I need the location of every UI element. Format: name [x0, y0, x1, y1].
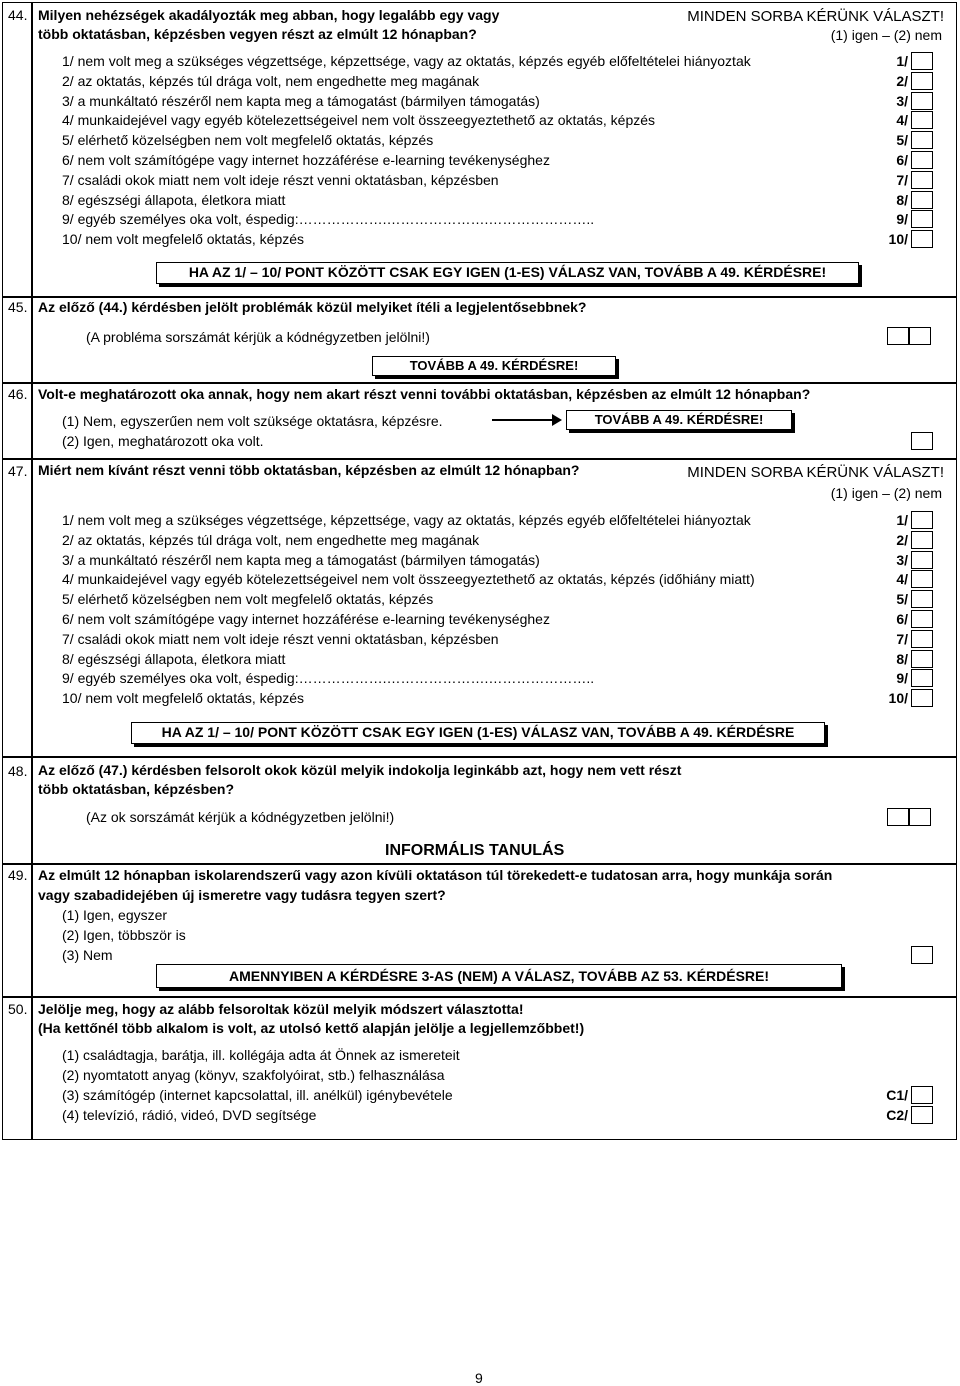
q45-number: 45. — [8, 299, 28, 315]
q50-code-box-1[interactable] — [911, 1086, 933, 1104]
q47-item-label: 7/ családi okok miatt nem volt ideje részt venni oktatásban, képzésben — [62, 630, 499, 647]
q44-item-label: 10/ nem volt megfelelő oktatás, képzés — [62, 231, 305, 248]
q47-item-answer-box[interactable] — [911, 570, 933, 588]
q44-item-answer-box[interactable] — [911, 72, 933, 90]
q47-item-code: 10/ — [888, 690, 908, 707]
q50-option-4: (4) televízió, rádió, videó, DVD segítsége — [62, 1107, 317, 1123]
q44-item-code: 8/ — [896, 191, 908, 208]
q47-item-label: 8/ egészségi állapota, életkora miatt — [62, 650, 286, 667]
q50-option-2: (2) nyomtatott anyag (könyv, szakfolyóirat, stb.) felhasználása — [62, 1067, 445, 1083]
q44-item-code: 4/ — [896, 112, 908, 129]
q47-item-code: 3/ — [896, 551, 908, 568]
q44-item-label: 3/ a munkáltató részéről nem kapta meg a támogatást (bármilyen támogatás) — [62, 92, 540, 109]
q45-title: Az előző (44.) kérdésben jelölt problémák közül melyiket ítéli a legjelentősebbnek? — [38, 299, 587, 315]
q47-item-answer-box[interactable] — [911, 610, 933, 628]
q44-item-answer-box[interactable] — [911, 151, 933, 169]
arrow-right-icon — [492, 419, 560, 421]
q47-item-answer-box[interactable] — [911, 531, 933, 549]
q50-code-box-2[interactable] — [911, 1106, 933, 1124]
q44-item-code: 10/ — [888, 231, 908, 248]
q50-code-label-2: C2/ — [886, 1107, 908, 1123]
q48-code-box-2[interactable] — [909, 808, 931, 826]
q47-item-answer-box[interactable] — [911, 590, 933, 608]
q47-item-answer-box[interactable] — [911, 551, 933, 569]
q44-title-line2: több oktatásban, képzésben vegyen részt az elmúlt 12 hónapban? — [38, 26, 477, 42]
q46-code-box[interactable] — [911, 432, 933, 450]
q47-item-code: 8/ — [896, 650, 908, 667]
q49-number: 49. — [8, 867, 28, 883]
q44-item-answer-box[interactable] — [911, 191, 933, 209]
q45-code-box-2[interactable] — [909, 327, 931, 345]
q44-item-label: 6/ nem volt számítógépe vagy internet hozzáférése e-learning tevékenységhez — [62, 152, 550, 168]
q44-item-answer-box[interactable] — [911, 230, 933, 248]
q44-item-answer-box[interactable] — [911, 92, 933, 110]
q49-option-1: (1) Igen, egyszer — [62, 907, 168, 923]
q47-item-label: 3/ a munkáltató részéről nem kapta meg a támogatást (bármilyen támogatás) — [62, 551, 540, 568]
q49-title-line1: Az elmúlt 12 hónapban iskolarendszerű vagy azon kívüli oktatáson túl törekedett-e tudatosan arra, hogy munkája során — [38, 867, 833, 883]
divider — [2, 382, 957, 384]
q44-instruction: MINDEN SORBA KÉRÜNK VÁLASZT! — [687, 8, 944, 25]
q44-title-line1: Milyen nehézségek akadályozták meg abban, hogy legalább egy vagy — [38, 7, 500, 23]
q48-note: (Az ok sorszámát kérjük a kódnégyzetben jelölni!) — [86, 809, 395, 825]
q48-title-line2: több oktatásban, képzésben? — [38, 781, 235, 797]
q48-title-line1: Az előző (47.) kérdésben felsorolt okok közül melyik indokolja leginkább azt, hogy nem vett részt — [38, 762, 682, 778]
q44-item-label: 1/ nem volt meg a szükséges végzettsége, képzettsége, vagy az oktatás, képzés egyéb előfeltételei hiányoztak — [62, 53, 751, 69]
q44-item-code: 1/ — [896, 53, 908, 69]
q46-option-2: (2) Igen, meghatározott oka volt. — [62, 433, 264, 449]
divider — [2, 863, 957, 865]
q47-instruction: MINDEN SORBA KÉRÜNK VÁLASZT! — [687, 464, 944, 481]
q47-item-label: 9/ egyéb személyes oka volt, éspedig:……………….………………….………………….. — [62, 670, 595, 687]
q44-item-code: 6/ — [896, 152, 908, 168]
q44-item-code: 2/ — [896, 72, 908, 89]
q50-title-line2: (Ha kettőnél több alkalom is volt, az utolsó kettő alapján jelölje a legjellemzőbbet!) — [38, 1020, 585, 1036]
q44-item-answer-box[interactable] — [911, 210, 933, 228]
q44-item-answer-box[interactable] — [911, 131, 933, 149]
q48-code-box-1[interactable] — [887, 808, 909, 826]
q46-number: 46. — [8, 386, 28, 402]
q44-item-label: 5/ elérhető közelségben nem volt megfelelő oktatás, képzés — [62, 132, 434, 149]
q50-code-label-1: C1/ — [886, 1087, 908, 1103]
q44-scale: (1) igen – (2) nem — [830, 27, 942, 43]
q47-item-answer-box[interactable] — [911, 669, 933, 687]
q49-code-box[interactable] — [911, 946, 933, 964]
q47-item-label: 2/ az oktatás, képzés túl drága volt, nem engedhette meg magának — [62, 531, 480, 548]
q44-skip-banner: HA AZ 1/ – 10/ PONT KÖZÖTT CSAK EGY IGEN (1-ES) VÁLASZ VAN, TOVÁBB A 49. KÉRDÉSRE! — [156, 262, 859, 284]
q50-title-line1: Jelölje meg, hogy az alább felsoroltak közül melyik módszert választotta! — [38, 1001, 524, 1017]
q47-item-label: 5/ elérhető közelségben nem volt megfelelő oktatás, képzés — [62, 591, 434, 608]
q47-item-code: 6/ — [896, 611, 908, 627]
q47-item-label: 1/ nem volt meg a szükséges végzettsége, képzettsége, vagy az oktatás, képzés egyéb előfeltételei hiányoztak — [62, 512, 751, 528]
q44-item-answer-box[interactable] — [911, 52, 933, 70]
q49-title-line2: vagy szabadidejében új ismeretre vagy tudásra tegyen szert? — [38, 887, 446, 903]
q47-item-answer-box[interactable] — [911, 630, 933, 648]
q44-item-code: 3/ — [896, 92, 908, 109]
q49-skip-banner: AMENNYIBEN A KÉRDÉSRE 3-AS (NEM) A VÁLASZ, TOVÁBB AZ 53. KÉRDÉSRE! — [156, 964, 842, 988]
q46-title: Volt-e meghatározott oka annak, hogy nem akart részt venni további oktatásban, képzésben az elmúlt 12 hónapban? — [38, 386, 811, 402]
q47-item-code: 7/ — [896, 630, 908, 647]
q49-option-3: (3) Nem — [62, 947, 113, 963]
q45-goto-banner: TOVÁBB A 49. KÉRDÉSRE! — [372, 356, 616, 376]
q47-item-label: 6/ nem volt számítógépe vagy internet hozzáférése e-learning tevékenységhez — [62, 611, 550, 627]
q47-item-code: 2/ — [896, 531, 908, 548]
q47-number: 47. — [8, 463, 28, 479]
q50-option-3: (3) számítógép (internet kapcsolattal, ill. anélkül) igénybevétele — [62, 1087, 453, 1103]
q47-item-answer-box[interactable] — [911, 511, 933, 529]
page-number: 9 — [475, 1370, 483, 1386]
divider — [2, 756, 957, 758]
q44-item-label: 8/ egészségi állapota, életkora miatt — [62, 191, 286, 208]
q47-scale: (1) igen – (2) nem — [830, 485, 942, 501]
q47-item-code: 4/ — [896, 571, 908, 588]
divider — [2, 458, 957, 460]
section-title-informal-learning: INFORMÁLIS TANULÁS — [385, 842, 565, 859]
q49-option-2: (2) Igen, többször is — [62, 927, 186, 943]
q44-item-label: 2/ az oktatás, képzés túl drága volt, nem engedhette meg magának — [62, 72, 480, 89]
number-column-divider — [31, 2, 33, 1140]
q46-goto-banner: TOVÁBB A 49. KÉRDÉSRE! — [566, 410, 792, 430]
q44-item-label: 7/ családi okok miatt nem volt ideje részt venni oktatásban, képzésben — [62, 171, 499, 188]
q44-item-code: 9/ — [896, 211, 908, 228]
q50-number: 50. — [8, 1001, 28, 1017]
divider — [2, 996, 957, 998]
q45-code-box-1[interactable] — [887, 327, 909, 345]
q44-item-code: 5/ — [896, 132, 908, 149]
q44-item-code: 7/ — [896, 171, 908, 188]
q44-item-answer-box[interactable] — [911, 171, 933, 189]
q44-item-answer-box[interactable] — [911, 111, 933, 129]
q46-option-1: (1) Nem, egyszerűen nem volt szüksége oktatásra, képzésre. — [62, 413, 443, 429]
q50-option-1: (1) családtagja, barátja, ill. kollégája adta át Önnek az ismereteit — [62, 1047, 460, 1063]
q48-number: 48. — [8, 763, 28, 779]
q47-item-code: 9/ — [896, 670, 908, 687]
q45-note: (A probléma sorszámát kérjük a kódnégyzetben jelölni!) — [86, 329, 430, 345]
q47-item-label: 10/ nem volt megfelelő oktatás, képzés — [62, 690, 305, 707]
q44-item-label: 9/ egyéb személyes oka volt, éspedig:……………….………………….………………….. — [62, 211, 595, 228]
q47-item-code: 5/ — [896, 591, 908, 608]
q47-title: Miért nem kívánt részt venni több oktatásban, képzésben az elmúlt 12 hónapban? — [38, 462, 580, 478]
q47-skip-banner: HA AZ 1/ – 10/ PONT KÖZÖTT CSAK EGY IGEN (1-ES) VÁLASZ VAN, TOVÁBB A 49. KÉRDÉSRE — [131, 722, 825, 744]
q44-item-label: 4/ munkaidejével vagy egyéb kötelezettségeivel nem volt összeegyeztethető az oktatás, képzés — [62, 112, 656, 129]
q47-item-label: 4/ munkaidejével vagy egyéb kötelezettségeivel nem volt összeegyeztethető az oktatás, képzés (időhiány miatt) — [62, 571, 755, 588]
q44-number: 44. — [8, 7, 28, 23]
q47-item-code: 1/ — [896, 512, 908, 528]
q47-item-answer-box[interactable] — [911, 650, 933, 668]
q47-item-answer-box[interactable] — [911, 689, 933, 707]
